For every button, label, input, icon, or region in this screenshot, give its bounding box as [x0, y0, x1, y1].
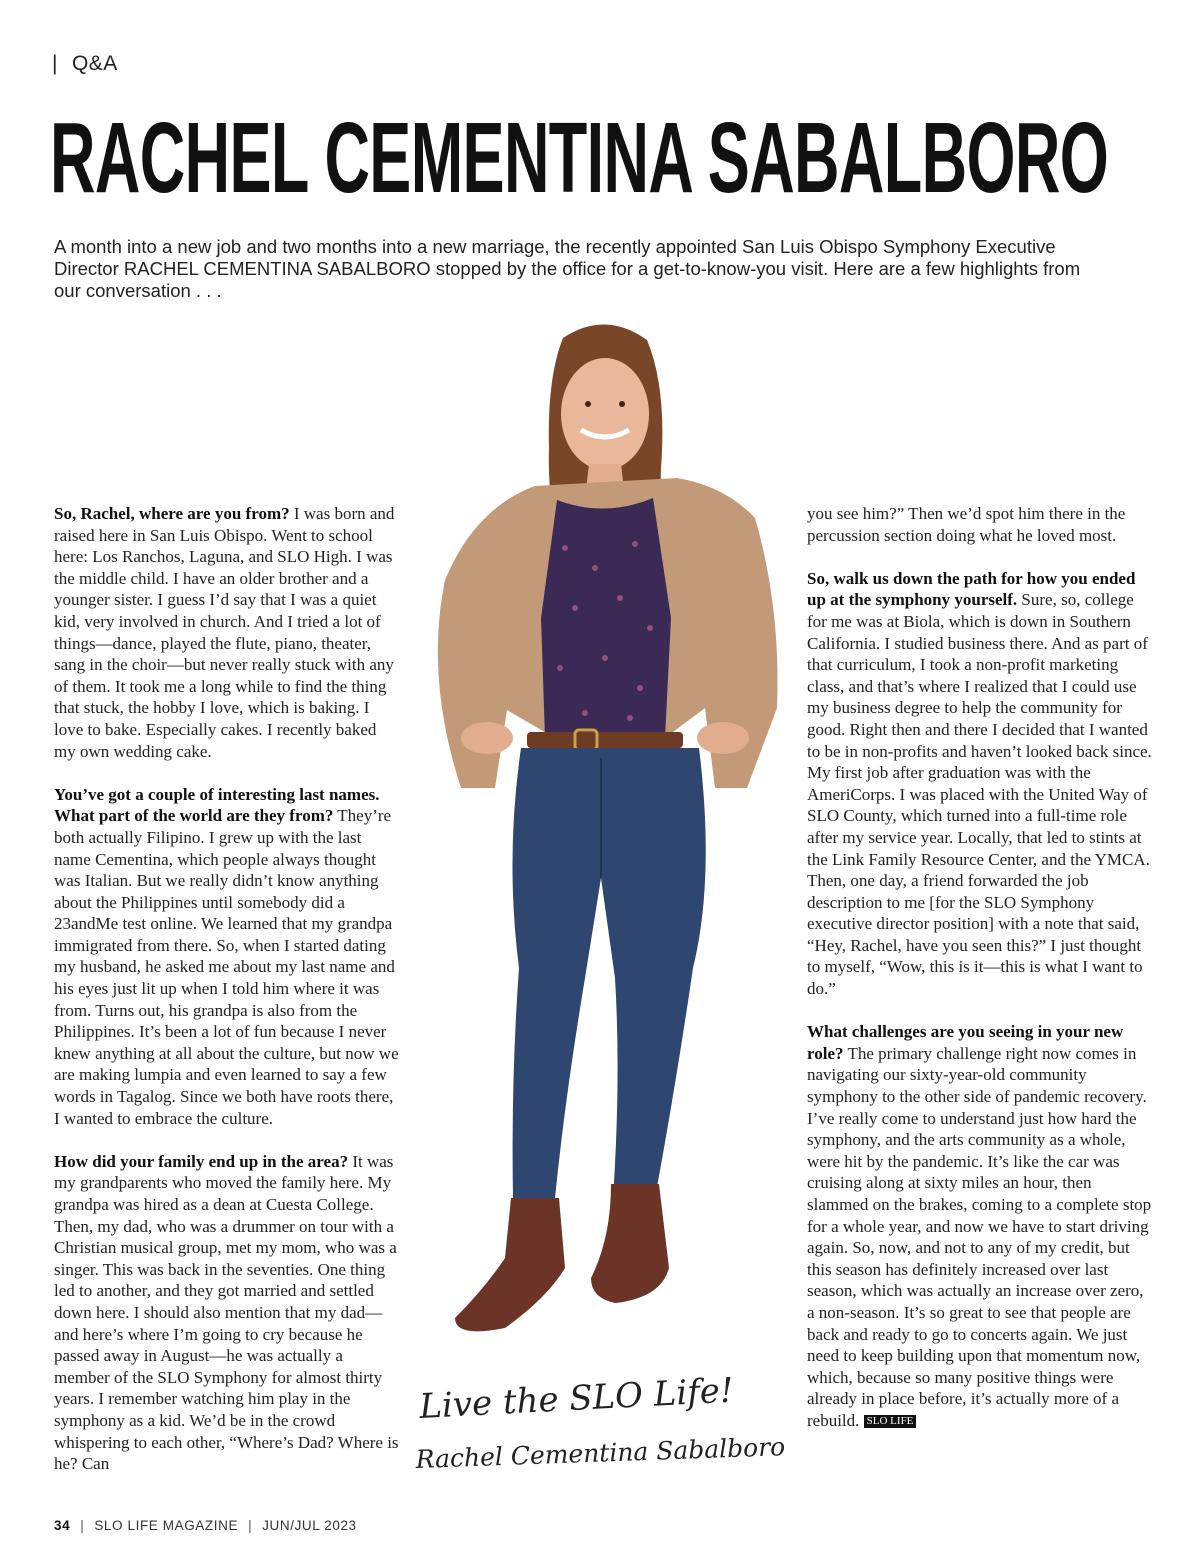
question: So, Rachel, where are you from?	[54, 504, 290, 523]
answer: They’re both actually Filipino. I grew up with the last name Cementina, which people always thought was Italian. But we really didn’t know anything about the Philippines until somebody did a 23andMe test online. We learned that my grandpa immigrated from there. So, when I started dating my husband, he asked me about my last name and his eyes just lit up when I told him where it was from. Turns out, his grandpa is also from the Philippines. It’s been a lot of fun because I never knew anything at all about the culture, but now we are making lumpia and even learned to say a few words in Tagalog. Since we both have roots there, I wanted to embrace the culture.	[54, 806, 399, 1128]
signature-line-2: Rachel Cementina Sabalboro	[415, 1432, 786, 1474]
answer: It was my grandparents who moved the family here. My grandpa was hired as a dean at Cuesta College. Then, my dad, who was a drummer on tour with a Christian musical group, met my mom, who was a singer. This was back in the seventies. One thing led to another, and they got married and settled down here. I should also mention that my dad—and here’s where I’m going to cry because he passed away in August—he was actually a member of the SLO Symphony for almost thirty years. I remember watching him play in the symphony as a kid. We’d be in the crowd whispering to each other, “Where’s Dad? Where is he? Can	[54, 1151, 399, 1474]
question: You’ve got a couple of interesting last names. What part of the world are they from?	[54, 784, 380, 826]
qa-paragraph	[807, 503, 1152, 546]
end-mark: SLO LIFE	[864, 1415, 917, 1428]
blouse	[541, 498, 671, 738]
section-label: Q&A	[71, 52, 118, 75]
page-title: RACHEL CEMENTINA SABALBORO	[50, 102, 1109, 214]
issue-date: JUN/JUL 2023	[262, 1518, 357, 1533]
boot-left	[455, 1198, 565, 1331]
boot-right	[591, 1184, 669, 1303]
intro-deck: A month into a new job and two months into a new marriage, the recently appointed San Luis Obispo Symphony Executive Director RACHEL CEMENTINA SABALBORO stopped by the office for a get-to-know-you visit. Here are a few highlights from our conversation . . .	[54, 236, 1081, 301]
article-column-right	[807, 503, 1152, 1453]
belt	[527, 732, 683, 748]
qa-paragraph	[807, 1021, 1152, 1431]
signature-line-1: Live the SLO Life!	[418, 1372, 735, 1427]
answer: The primary challenge right now comes in navigating our sixty-year-old community symphony to the other side of pandemic recovery. I’ve really come to understand just how hard the symphony, and the arts community as a whole, were hit by the pandemic. It’s like the car was cruising along at sixty miles an hour, then slammed on the brakes, coming to a complete stop for a whole year, and now we have to start driving again. So, now, and not to any of my credit, but this season has definitely increased over last season, which was actually an increase over zero, a non-season. It’s so great to see that people are back and ready to go to concerts again. We just need to keep building upon that momentum now, which, because so many positive things were already in place before, it’s actually more of a rebuild.	[807, 1043, 1152, 1430]
magazine-name: SLO LIFE MAGAZINE	[94, 1518, 239, 1533]
qa-paragraph	[807, 568, 1152, 1000]
face	[561, 358, 649, 470]
section-divider: |	[52, 52, 58, 75]
answer: I was born and raised here in San Luis Obispo. Went to school here: Los Ranchos, Laguna, and SLO High. I was the middle child. I have an older brother and a younger sister. I guess I’d say that I was a quiet kid, very involved in church. And I tried a lot of things—dance, played the flute, piano, theater, sang in the choir—but never really stuck with any of them. It took me a long while to find the thing that stuck, the hobby I love, which is baking. I love to bake. Especially cakes. I recently baked my own wedding cake.	[54, 504, 395, 761]
page-number: 34	[54, 1518, 71, 1533]
answer: you see him?” Then we’d spot him there in the percussion section doing what he loved most.	[807, 504, 1126, 545]
qa-paragraph	[54, 503, 399, 762]
question: So, walk us down the path for how you ended up at the symphony yourself.	[807, 568, 1136, 610]
handwritten-signature	[410, 1372, 790, 1482]
question: How did your family end up in the area?	[54, 1151, 349, 1171]
page-footer: 34 | SLO LIFE MAGAZINE | JUN/JUL 2023	[54, 1518, 357, 1533]
question: What challenges are you seeing in your new role?	[807, 1022, 1124, 1063]
jeans	[512, 748, 705, 1198]
answer: Sure, so, college for me was at Biola, which is down in Southern California. I studied business there. And as part of that curriculum, I took a non-profit marketing class, and that’s where I realized that I could use my business degree to help the community for good. Right then and there I decided that I wanted to be in non-profits and haven’t looked back since. My first job after graduation was with the AmeriCorps. I was placed with the United Way of SLO County, which turned into a full-time role after my service year. Locally, that led to stints at the Link Family Resource Center, and the YMCA. Then, one day, a friend forwarded the job description to me [for the SLO Symphony executive director position] with a note that said, “Hey, Rachel, have you seen this?” I just thought to myself, “Wow, this is it—this is what I want to do.”	[807, 590, 1152, 999]
qa-paragraph	[54, 784, 399, 1130]
portrait-photo	[415, 318, 795, 1348]
qa-paragraph	[54, 1151, 399, 1475]
section-tag	[52, 52, 118, 76]
article-column-left	[54, 503, 399, 1496]
